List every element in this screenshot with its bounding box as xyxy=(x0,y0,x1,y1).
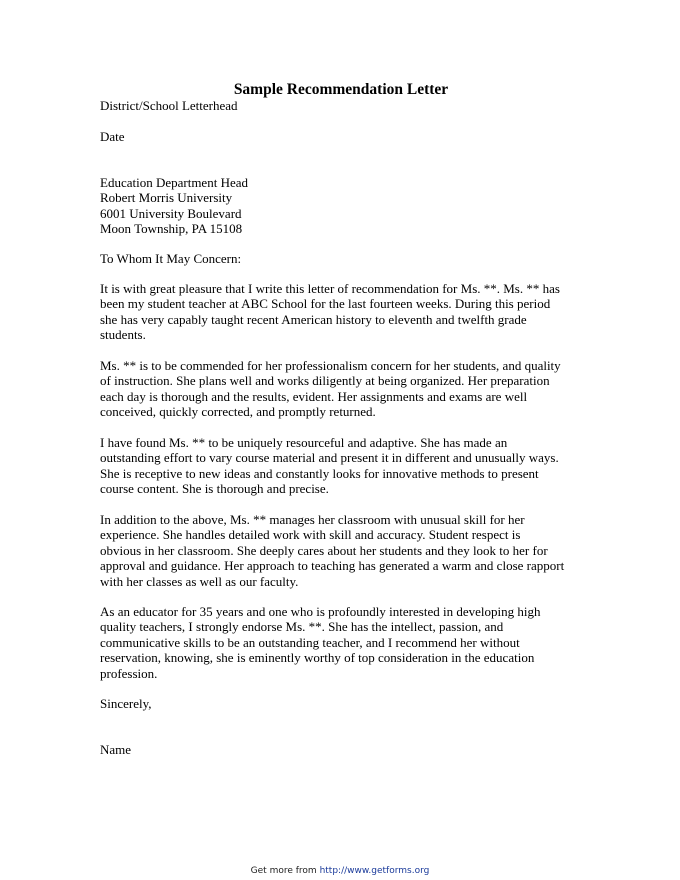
footer-link[interactable]: http://www.getforms.org xyxy=(319,866,430,876)
footer xyxy=(0,866,680,877)
signature-name: Name xyxy=(100,742,132,757)
letterhead: District/School Letterhead xyxy=(100,98,238,113)
address-line: Education Department Head xyxy=(100,175,248,190)
page-title: Sample Recommendation Letter xyxy=(233,81,449,98)
address-line: Robert Morris University xyxy=(100,190,233,206)
footer-prefix: Get more from xyxy=(250,866,320,876)
salutation: To Whom It May Concern: xyxy=(100,251,242,266)
address-line: 6001 University Boulevard xyxy=(100,205,242,221)
recipient-address xyxy=(100,175,590,237)
paragraph-2: Ms. ** is to be commended for her professionalism concern for her students, and quality of instruction. She plans well and works diligently at being organized. Her preparation each day is thorough and the results, evident. Her assignments and exams are well conceived, quickly corrected, and promptly returned. xyxy=(100,358,561,420)
paragraph-4: In addition to the above, Ms. ** manages her classroom with unusual skill for her experience. She handles detailed work with skill and accuracy. Student respect is obvious in her classroom. She deeply cares about her students and they look to her for approval and guidance. Her approach to teaching has generated a warm and close rapport with her classes as well as our faculty. xyxy=(100,512,565,589)
closing: Sincerely, xyxy=(100,696,152,711)
paragraph-1: It is with great pleasure that I write this letter of recommendation for Ms. **. Ms. ** has been my student teacher at ABC School for the last fourteen weeks. During this period she has very capably taught recent American history to eleventh and twelfth grade students. xyxy=(100,281,560,343)
address-line: Moon Township, PA 15108 xyxy=(100,221,243,237)
paragraph-3: I have found Ms. ** to be uniquely resourceful and adaptive. She has made an outstanding effort to vary course material and present it in different and unusually ways. She is receptive to new ideas and constantly looks for innovative methods to present course content. She is thorough and precise. xyxy=(100,435,559,497)
paragraph-5: As an educator for 35 years and one who is profoundly interested in developing high quality teachers, I strongly endorse Ms. **. She has the intellect, passion, and communicative skills to be an outstanding teacher, and I recommend her without reservation, knowing, she is eminently worthy of top consideration in the education profession. xyxy=(100,604,541,681)
date-line: Date xyxy=(100,129,125,144)
